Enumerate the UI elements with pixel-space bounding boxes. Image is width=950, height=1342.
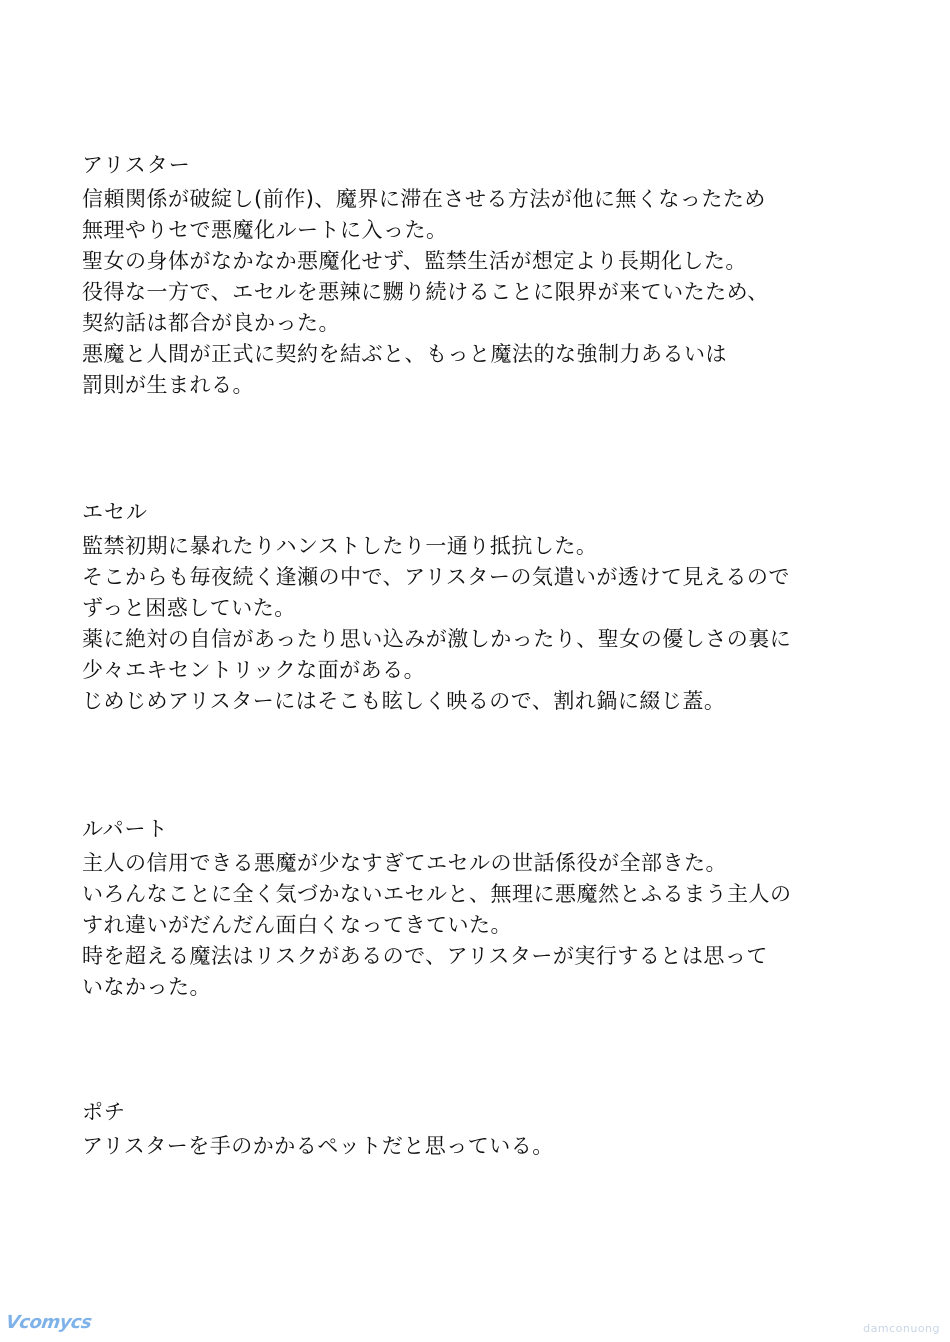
section-line: ずっと困惑していた。	[82, 596, 296, 620]
section-line: すれ違いがだんだん面白くなってきていた。	[82, 913, 512, 937]
section-line: 聖女の身体がなかなか悪魔化せず、監禁生活が想定より長期化した。	[82, 249, 747, 273]
section-line: アリスターを手のかかるペットだと思っている。	[82, 1134, 554, 1158]
section-line: 少々エキセントリックな面がある。	[82, 658, 426, 682]
section-line: 薬に絶対の自信があったり思い込みが激しかったり、聖女の優しさの裏に	[82, 627, 792, 651]
section-line: 信頼関係が破綻し(前作)、魔界に滞在させる方法が他に無くなったため	[82, 187, 766, 211]
section-line: 時を超える魔法はリスクがあるので、アリスターが実行するとは思って	[82, 944, 768, 968]
section-line: じめじめアリスターにはそこも眩しく映るので、割れ鍋に綴じ蓋。	[82, 689, 726, 713]
section-line: 罰則が生まれる。	[82, 373, 254, 397]
section-line: いなかった。	[82, 975, 211, 999]
section-line: 契約話は都合が良かった。	[82, 311, 340, 335]
character-section-rupert	[82, 814, 902, 1003]
character-section-ethel	[82, 497, 902, 717]
section-heading: エセル	[82, 500, 148, 524]
section-line: いろんなことに全く気づかないエセルと、無理に悪魔然とふるまう主人の	[82, 882, 792, 906]
section-line: 監禁初期に暴れたりハンストしたり一通り抵抗した。	[82, 534, 598, 558]
section-heading: アリスター	[82, 153, 191, 177]
section-line: 主人の信用できる悪魔が少なすぎてエセルの世話係役が全部きた。	[82, 851, 727, 875]
watermark-text-right: damconuong	[863, 1322, 940, 1335]
character-section-alister	[82, 150, 902, 401]
section-line: 役得な一方で、エセルを悪辣に嬲り続けることに限界が来ていたため、	[82, 280, 769, 304]
section-line: そこからも毎夜続く逢瀬の中で、アリスターの気遣いが透けて見えるので	[82, 565, 790, 589]
section-heading: ポチ	[82, 1100, 126, 1124]
section-heading: ルパート	[82, 817, 169, 841]
watermark-logo-left: Vcomycs	[4, 1312, 93, 1333]
section-line: 無理やりセで悪魔化ルートに入った。	[82, 218, 448, 242]
section-line: 悪魔と人間が正式に契約を結ぶと、もっと魔法的な強制力あるいは	[82, 342, 727, 366]
character-section-pochi	[82, 1097, 902, 1162]
